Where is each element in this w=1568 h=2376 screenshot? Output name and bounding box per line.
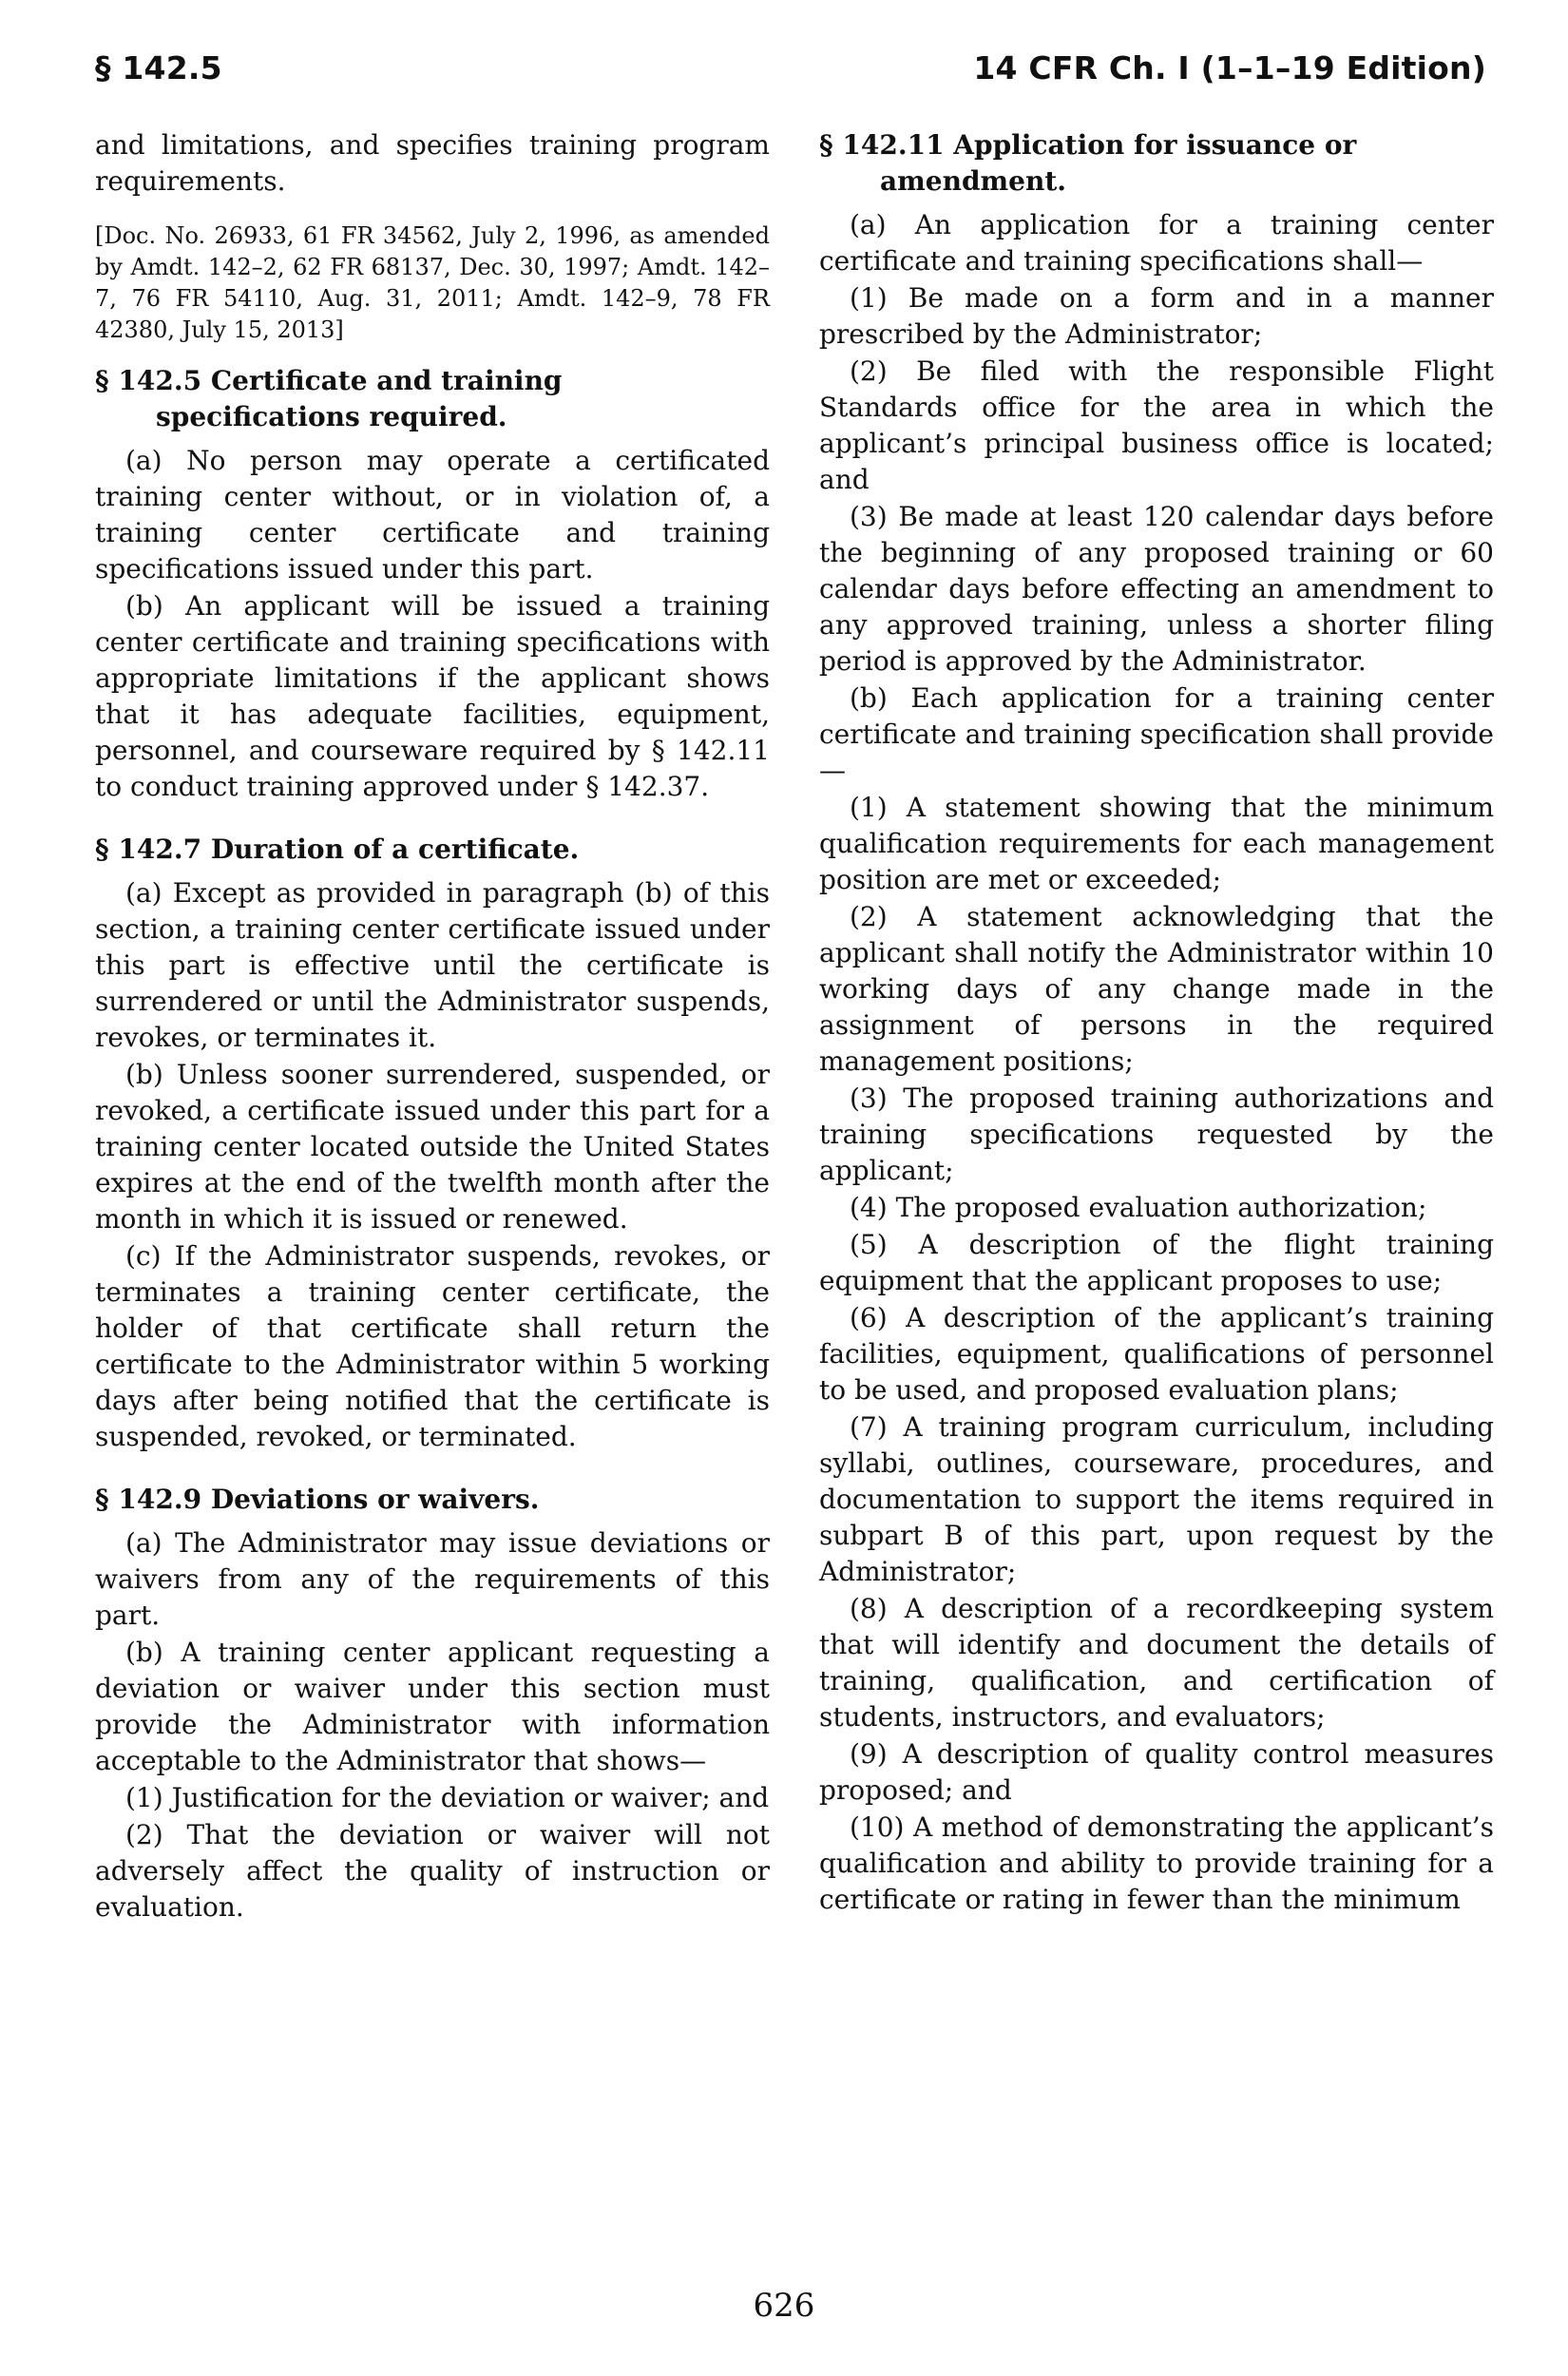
section-heading-142-9: § 142.9 Deviations or waivers. [95,1484,540,1515]
page-number: 626 [753,2287,815,2325]
paragraph: (7) A training program curriculum, including syllabi, outlines, courseware, procedures, and documentation to support the items required in subpart B of this part, upon request by the Administrator; [819,1411,1494,1587]
paragraph: (c) If the Administrator suspends, revokes, or terminates a training center certificate, the holder of that certificate shall return the certificate to the Administrator within 5 working days after being notified that the certificate is suspended, revoked, or terminated. [95,1240,770,1452]
paragraph: (2) Be filed with the responsible Flight Standards office for the area in which the applicant’s principal business office is located; and [819,355,1494,495]
paragraph: (a) No person may operate a certificated training center without, or in violation of, a training center certificate and training specifications issued under this part. [95,445,770,584]
running-head-title: 14 CFR Ch. I (1–1–19 Edition) [973,49,1486,86]
left-column [95,127,770,1926]
paragraph: (b) A training center applicant requesting a deviation or waiver under this section must provide the Administrator with information acceptable to the Administrator that shows— [95,1637,770,1776]
running-head-section: § 142.5 [95,49,222,86]
paragraph: (a) An application for a training center certificate and training specifications shall— [819,209,1494,277]
paragraph: (a) The Administrator may issue deviations or waivers from any of the requirements of this part. [95,1527,770,1631]
paragraph: (1) Be made on a form and in a manner prescribed by the Administrator; [819,282,1494,350]
paragraph: (a) Except as provided in paragraph (b) of this section, a training center certificate issued under this part is effective until the certificate is surrendered or until the Administrator suspends, revokes, or terminates it. [95,877,770,1053]
paragraph: (2) That the deviation or waiver will not adversely affect the quality of instruction or evaluation. [95,1819,770,1923]
section-heading-142-11: § 142.11 Application for issuance or amendment. [819,129,1357,197]
section-heading-142-5: § 142.5 Certificate and training specifications required. [95,365,563,432]
paragraph: (1) A statement showing that the minimum qualification requirements for each management position are met or exceeded; [819,792,1494,895]
right-column [819,127,1494,1919]
continued-paragraph: and limitations, and specifies training program requirements. [95,129,770,197]
paragraph: (b) An applicant will be issued a training center certificate and training specifications with appropriate limitations if the applicant shows that it has adequate facilities, equipment, personnel, and courseware required by § 142.11 to conduct training approved under § 142.37. [95,590,770,802]
paragraph: (2) A statement acknowledging that the applicant shall notify the Administrator within 10 working days of any change made in the assignment of persons in the required management positions; [819,901,1494,1077]
paragraph: (3) Be made at least 120 calendar days before the beginning of any proposed training or 60 calendar days before effecting an amendment to any approved training, unless a shorter filing period is approved by the Administrator. [819,501,1494,677]
paragraph: (10) A method of demonstrating the applicant’s qualification and ability to provide training for a certificate or rating in fewer than the minimum [819,1811,1494,1915]
paragraph: (4) The proposed evaluation authorization; [850,1192,1427,1223]
paragraph: (6) A description of the applicant’s training facilities, equipment, qualifications of personnel to be used, and proposed evaluation plans; [819,1302,1494,1406]
paragraph: (3) The proposed training authorizations and training specifications requested by the applicant; [819,1083,1494,1186]
section-heading-142-7: § 142.7 Duration of a certificate. [95,834,580,865]
paragraph: (5) A description of the flight training equipment that the applicant proposes to use; [819,1229,1494,1296]
paragraph: (9) A description of quality control measures proposed; and [819,1738,1494,1806]
paragraph: (8) A description of a recordkeeping system that will identify and document the details of training, qualification, and certification of students, instructors, and evaluators; [819,1593,1494,1733]
paragraph: (1) Justification for the deviation or waiver; and [125,1782,770,1813]
source-citation: [Doc. No. 26933, 61 FR 34562, July 2, 1996, as amended by Amdt. 142–2, 62 FR 68137, Dec. 30, 1997; Amdt. 142–7, 76 FR 54110, Aug. 31, 2011; Amdt. 142–9, 78 FR 42380, July 15, 2013] [95,222,770,343]
paragraph: (b) Unless sooner surrendered, suspended, or revoked, a certificate issued under this part for a training center located outside the United States expires at the end of the twelfth month after the month in which it is issued or renewed. [95,1059,770,1235]
paragraph: (b) Each application for a training center certificate and training specification shall provide— [819,682,1494,786]
